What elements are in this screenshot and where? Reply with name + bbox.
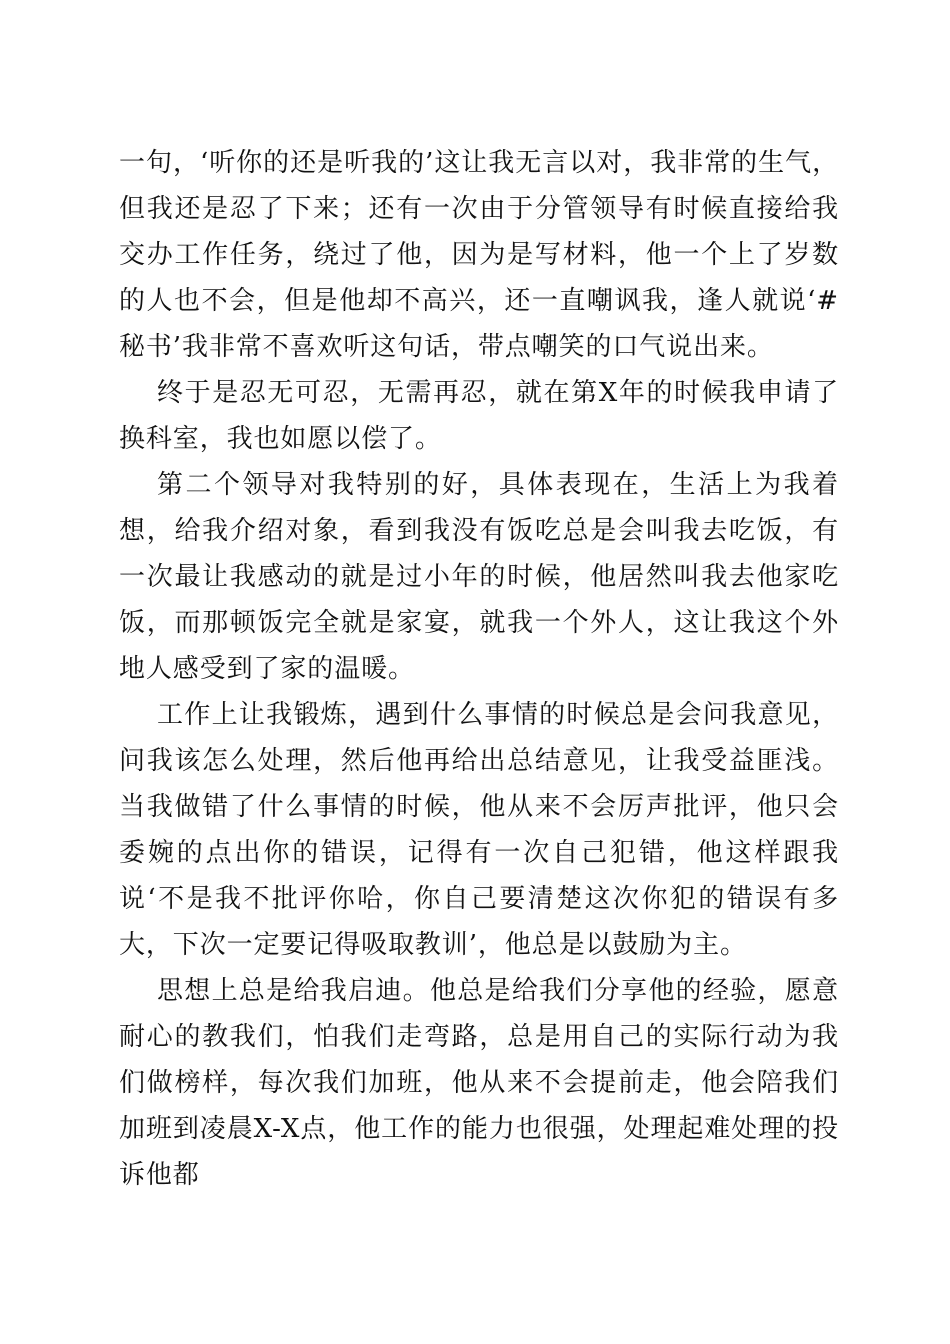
paragraph: 终于是忍无可忍，无需再忍，就在第X年的时候我申请了换科室，我也如愿以偿了。 — [119, 378, 839, 454]
paragraph: 思想上总是给我启迪。他总是给我们分享他的经验，愿意耐心的教我们，怕我们走弯路，总是用自己的实际行动为我们做榜样，每次我们加班，他从来不会提前走，他会陪我们加班到凌晨X-X点，他工作的能力也很强，处理起难处理的投诉他都 — [119, 976, 839, 1190]
paragraph: 工作上让我锻炼，遇到什么事情的时候总是会问我意见，问我该怎么处理，然后他再给出总结意见，让我受益匪浅。当我做错了什么事情的时候，他从来不会厉声批评，他只会委婉的点出你的错误，记得有一次自己犯错，他这样跟我说‘不是我不批评你哈，你自己要清楚这次你犯的错误有多大，下次一定要记得吸取教训’，他总是以鼓励为主。 — [119, 700, 839, 960]
document-body — [119, 140, 839, 1198]
paragraph: 第二个领导对我特别的好，具体表现在，生活上为我着想，给我介绍对象，看到我没有饭吃总是会叫我去吃饭，有一次最让我感动的就是过小年的时候，他居然叫我去他家吃饭，而那顿饭完全就是家宴，就我一个外人，这让我这个外地人感受到了家的温暖。 — [119, 470, 839, 684]
paragraph-continued: 一句，‘听你的还是听我的’这让我无言以对，我非常的生气，但我还是忍了下来；还有一次由于分管领导有时候直接给我交办工作任务，绕过了他，因为是写材料，他一个上了岁数的人也不会，但是他却不高兴，还一直嘲讽我，逢人就说‘#秘书’我非常不喜欢听这句话，带点嘲笑的口气说出来。 — [119, 148, 839, 362]
